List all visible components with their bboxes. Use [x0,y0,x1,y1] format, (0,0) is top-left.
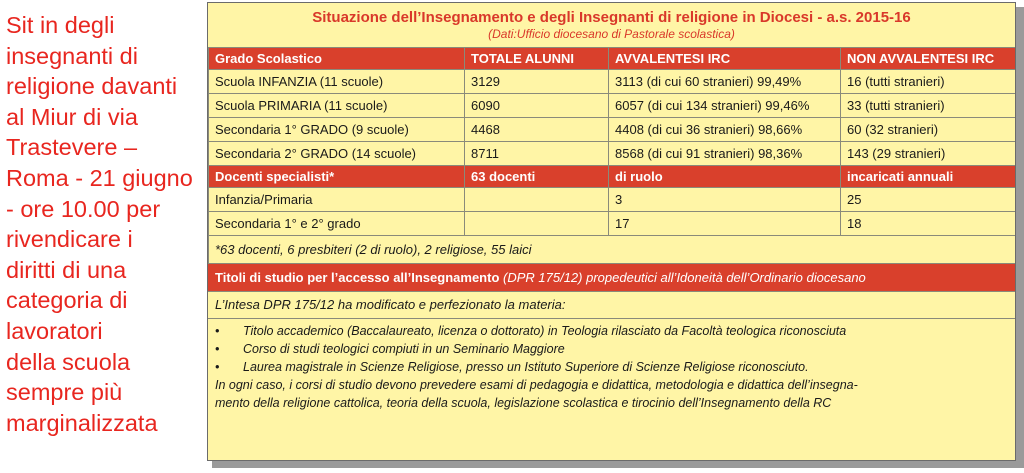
column-header: NON AVVALENTESI IRC [841,48,1017,70]
table-cell: 8568 (di cui 91 stranieri) 98,36% [609,142,841,166]
column-header: incaricati annuali [841,166,1017,188]
footnote: *63 docenti, 6 presbiteri (2 di ruolo), 2 religiose, 55 laici [209,236,1017,264]
titoli-title: Titoli di studio per l’accesso all’Insegnamento [215,270,500,285]
box-header [208,3,1015,47]
caption-line: - ore 10.00 per [6,195,161,222]
list-item: • Laurea magistrale in Scienze Religiose, presso un Istituto Superiore di Scienze Religiose riconosciuto. [215,360,809,374]
titoli-header [208,264,1015,292]
table-cell: 4468 [465,118,609,142]
table-cell: Secondaria 2° GRADO (14 scuole) [209,142,465,166]
list-item: • Corso di studi teologici compiuti in un Seminario Maggiore [215,342,565,356]
table-cell: 17 [609,212,841,236]
table-row [209,94,1017,118]
caption-line: Sit in degli [6,12,115,38]
table-cell: 25 [841,188,1017,212]
table-row [209,142,1017,166]
column-header: Docenti specialisti* [209,166,465,188]
table-cell: 3 [609,188,841,212]
table-title: Situazione dell’Insegnamento e degli Insegnanti di religione in Diocesi - a.s. 2015-16 [312,9,911,26]
table-cell: 4408 (di cui 36 stranieri) 98,66% [609,118,841,142]
column-header: di ruolo [609,166,841,188]
table-row [209,70,1017,94]
caption-line: sempre più [6,379,123,406]
students-table [208,47,1016,264]
list-item: • Titolo accademico (Baccalaureato, licenza o dottorato) in Teologia rilasciato da Facoltà teologica riconosciuta [215,324,847,338]
sit-in-caption [6,10,201,438]
table-cell: 33 (tutti stranieri) [841,94,1017,118]
table-cell: 8711 [465,142,609,166]
caption-line: insegnanti di [6,42,138,69]
column-header: Grado Scolastico [209,48,465,70]
table-cell: Scuola PRIMARIA (11 scuole) [209,94,465,118]
bullet-icon: • [215,360,220,374]
caption-line: marginalizzata [6,409,158,436]
column-header: AVVALENTESI IRC [609,48,841,70]
intesa-line: L’Intesa DPR 175/12 ha modificato e perfezionato la materia: [208,292,1015,319]
table-cell [465,188,609,212]
titoli-note: (DPR 175/12) propedeutici all’Idoneità dell’Ordinario diocesano [503,270,866,285]
caption-line: Trastevere – [6,134,138,161]
table-cell: Scuola INFANZIA (11 scuole) [209,70,465,94]
caption-line: della scuola [6,348,131,375]
bullet-icon: • [215,342,220,356]
data-box [207,2,1016,461]
table-cell [465,212,609,236]
table-cell: 143 (29 stranieri) [841,142,1017,166]
table-cell: 16 (tutti stranieri) [841,70,1017,94]
caption-line: Roma - 21 giugno [6,164,193,191]
table-row [209,212,1017,236]
column-header: TOTALE ALUNNI [465,48,609,70]
table-subtitle: (Dati:Ufficio diocesano di Pastorale scolastica) [488,27,735,41]
docenti-header-row [209,166,1017,188]
table-cell: Secondaria 1° e 2° grado [209,212,465,236]
table-row [209,188,1017,212]
bullet-icon: • [215,324,220,338]
footnote-row [209,236,1017,264]
table-cell: 60 (32 stranieri) [841,118,1017,142]
table-cell: Secondaria 1° GRADO (9 scuole) [209,118,465,142]
table-header-row [209,48,1017,70]
table-cell: 6057 (di cui 134 stranieri) 99,46% [609,94,841,118]
table-cell: 3113 (di cui 60 stranieri) 99,49% [609,70,841,94]
column-header: 63 docenti [465,166,609,188]
caption-line: religione davanti [6,73,178,100]
table-cell: 6090 [465,94,609,118]
closing-text: mento della religione cattolica, teoria della scuola, legislazione scolastica e tirocinio dell’Insegnamento della RC [215,396,832,410]
table-row [209,118,1017,142]
caption-line: rivendicare i [6,226,133,253]
closing-text: In ogni caso, i corsi di studio devono prevedere esami di pedagogia e didattica, metodologia e didattica dell’insegna- [215,378,858,392]
caption-line: categoria di [6,287,128,314]
caption-line: al Miur di via [6,103,138,130]
titoli-list [208,319,1015,412]
table-cell: 18 [841,212,1017,236]
table-cell: Infanzia/Primaria [209,188,465,212]
caption-line: diritti di una [6,256,127,283]
caption-line: lavoratori [6,317,103,344]
table-cell: 3129 [465,70,609,94]
